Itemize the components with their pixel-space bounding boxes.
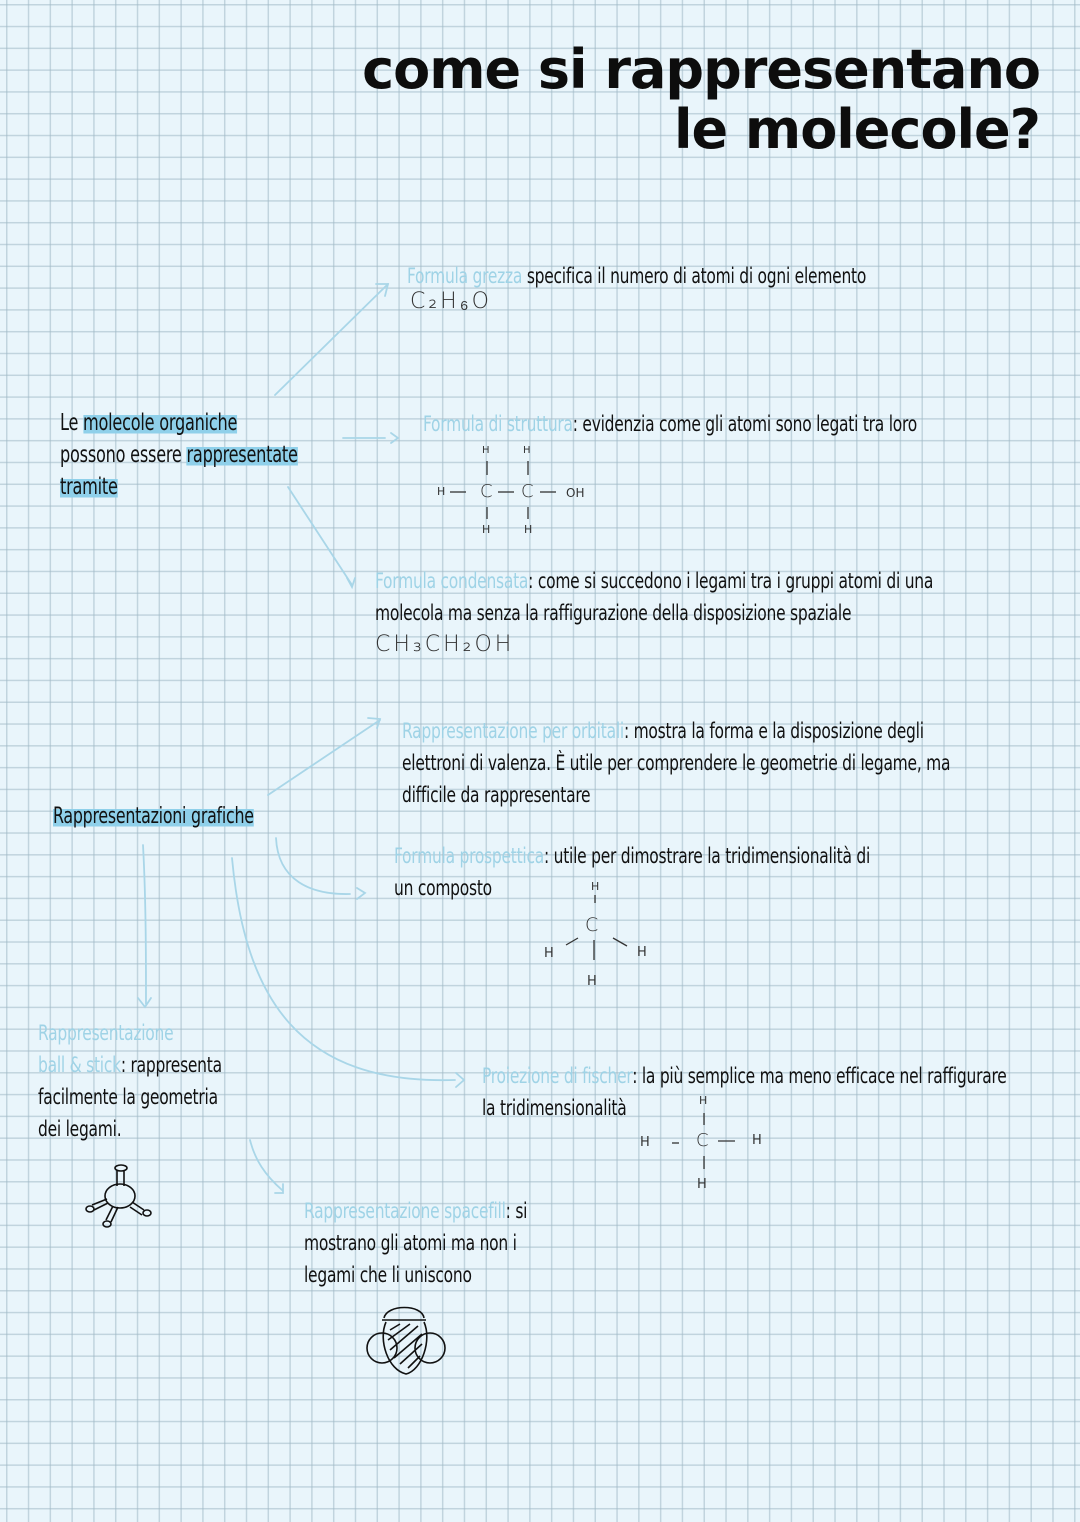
formula-condensata-section: Formula condensata: come si succedono i legami tra i gruppi atomi di una molecola ma senza la raffigurazione della disposizione spaziale — [375, 569, 934, 625]
fischer-term: Proiezione di fischer — [482, 1064, 633, 1088]
formula-condensata-value: CH₃CH₂OH — [375, 632, 515, 657]
highlight-rappresentate: rappresentate — [186, 442, 298, 468]
orbitali-term: Rappresentazione per orbitali — [402, 719, 624, 743]
spacefill-term: Rappresentazione spacefill — [304, 1199, 506, 1223]
prospettica-section: Formula prospettica: utile per dimostrare la tridimensionalità di un composto — [394, 844, 871, 900]
perspective-formula-bonds — [535, 878, 665, 993]
highlight-tramite: tramite — [60, 474, 118, 500]
formula-condensata-term: Formula condensata — [375, 569, 529, 593]
intro-text: Le molecole organiche possono essere rappresentate tramite — [60, 410, 298, 500]
spacefill-drawing — [362, 1300, 452, 1382]
graphics-label: Rappresentazioni grafiche — [53, 804, 254, 829]
ball-stick-term-2: ball & stick — [38, 1053, 121, 1077]
ball-stick-drawing — [80, 1160, 160, 1235]
spacefill-molecule-icon — [362, 1300, 452, 1382]
formula-grezza-value: C₂H₆O — [410, 289, 492, 314]
formula-struttura-section: Formula di struttura: evidenzia come gli atomi sono legati tra loro — [423, 412, 917, 436]
prospettica-term: Formula prospettica — [394, 844, 544, 868]
ball-stick-term-1: Rappresentazione — [38, 1021, 174, 1045]
formula-struttura-term: Formula di struttura — [423, 412, 573, 436]
formula-grezza-term: Formula grezza — [407, 264, 523, 288]
perspective-formula-diagram: H C H H H — [535, 878, 665, 993]
title-line-1: come si rappresentano — [362, 38, 1040, 101]
spacefill-section: Rappresentazione spacefill: si mostrano gli atomi ma non i legami che li uniscono — [304, 1199, 528, 1287]
ball-stick-molecule-icon — [80, 1160, 160, 1235]
orbitali-section: Rappresentazione per orbitali: mostra la forma e la disposizione degli elettroni di valenza. È utile per comprendere le geometrie di legame, ma difficile da rappresentare — [402, 719, 951, 807]
fischer-section: Proiezione di fischer: la più semplice ma meno efficace nel raffigurare la tridimensionalità — [482, 1064, 1007, 1120]
structural-formula-diagram: H H H C C OH H H — [430, 445, 610, 545]
highlight-molecole-organiche: molecole organiche — [83, 410, 238, 436]
title-line-2: le molecole? — [674, 98, 1040, 161]
fischer-projection-diagram: H C H H H — [635, 1093, 775, 1193]
formula-grezza-section: Formula grezza specifica il numero di atomi di ogni elemento — [407, 264, 867, 288]
ball-stick-section: Rappresentazione ball & stick: rappresenta facilmente la geometria dei legami. — [38, 1017, 222, 1145]
